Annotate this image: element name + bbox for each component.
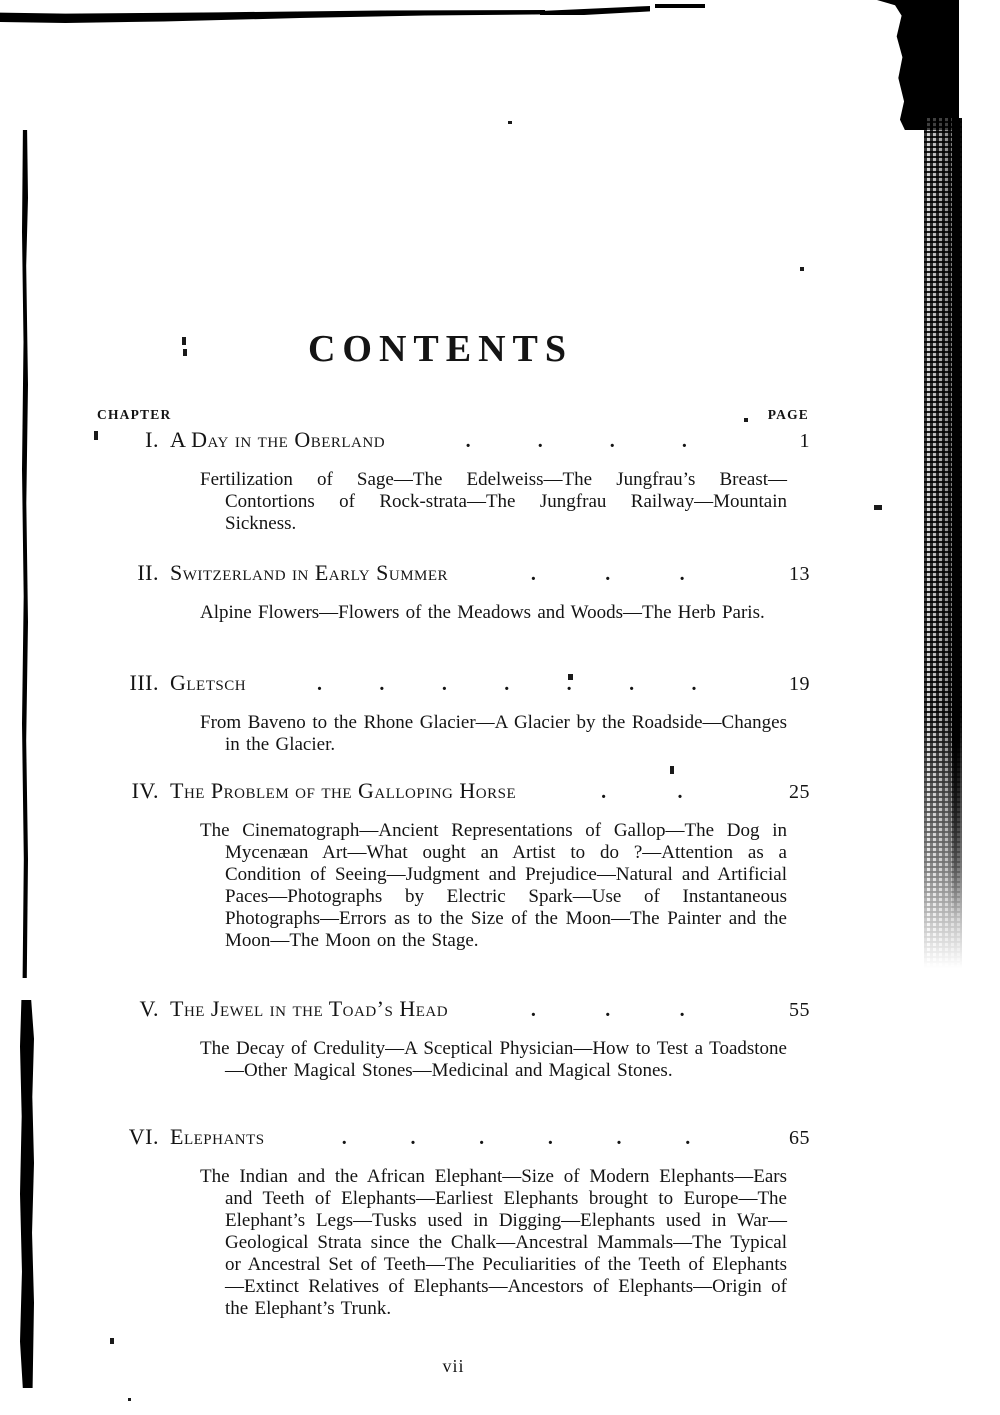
toc-entry [97,669,810,756]
toc-entry-heading [97,1123,810,1152]
toc-entry [97,559,810,624]
scan-artifact-top-bar [0,10,545,23]
toc-entry-heading [97,426,810,455]
scan-artifact-top-bar-segment [540,6,650,15]
chapter-title: Gletsch [170,670,247,695]
chapter-description: The Cinematograph—Ancient Representations of Gallop—The Dog in Mycenæan Art—What ought an Artist to do ?—Attention as a Condition of Seeing—Judgment and Prejudice—Natural and Artificial Paces—Photographs by Electric Spark—Use of Instantaneous Photographs—Errors as to the Size of the Moon—The Painter and the Moon—The Moon on the Stage. [200,820,787,951]
toc-entry-heading [97,995,810,1024]
toc-entry-heading [97,669,810,698]
page-number: 25 [789,781,810,803]
dot-leader: . . . . [465,430,688,452]
page-title: CONTENTS [307,328,574,370]
toc-entry [97,995,810,1082]
column-header-page: PAGE [767,407,809,422]
scan-artifact-left-line-thin [22,130,28,978]
toc-entry [97,1123,810,1320]
chapter-numeral: II. [137,560,159,585]
chapter-title: A Day in the Oberland [170,427,386,452]
scan-artifact-speck [128,1398,131,1401]
page-number: 13 [789,563,810,585]
page-number: 65 [789,1127,810,1149]
chapter-title: The Problem of the Galloping Horse [170,778,517,803]
scan-artifact-speck [110,1338,114,1344]
chapter-numeral: I. [145,427,159,452]
chapter-description: The Decay of Credulity—A Sceptical Physician—How to Test a Toadstone—Other Magical Stones—Medicinal and Magical Stones. [200,1038,787,1081]
scan-artifact-speck [874,505,882,510]
toc-entry-heading [97,777,810,806]
chapter-numeral: VI. [128,1124,159,1149]
chapter-title: Elephants [170,1124,265,1149]
toc-entry [97,426,810,535]
scan-artifact-left-line-thick [20,1000,34,1388]
scan-artifact-speck [508,121,512,124]
chapter-numeral: IV. [131,778,159,803]
chapter-title: The Jewel in the Toad’s Head [170,996,449,1021]
dot-leader: . . . . . . [341,1127,691,1149]
page-number: 55 [789,999,810,1021]
toc-entry-heading [97,559,810,588]
page-number: 1 [799,430,810,452]
scan-artifact-top-dash [655,4,705,8]
dot-leader: . . . . . . . [316,673,698,695]
scan-artifact-corner-blob [877,0,959,130]
scan-artifact-speck [800,267,804,271]
column-header-chapter: CHAPTER [97,407,172,422]
column-header-row [97,407,809,423]
footer-page-number: vii [442,1356,465,1376]
chapter-description: From Baveno to the Rhone Glacier—A Glacier by the Roadside—Changes in the Glacier. [200,712,787,755]
dot-leader: . . . [530,563,686,585]
scan-artifact-right-edge-line [952,118,960,918]
chapter-description: Alpine Flowers—Flowers of the Meadows and Woods—The Herb Paris. [200,602,765,623]
page-number: 19 [789,673,810,695]
chapter-numeral: V. [139,996,159,1021]
chapter-numeral: III. [129,670,159,695]
dot-leader: . . . [530,999,686,1021]
dot-leader: . . [601,781,684,803]
toc-entry [97,777,810,952]
scan-artifact-speck [670,766,674,774]
chapter-description: The Indian and the African Elephant—Size of Modern Elephants—Ears and Teeth of Elephants—Earliest Elephants brought to Europe—The Elephant’s Legs—Tusks used in Digging—Elephants used in War—Geological Strata since the Chalk—Ancestral Mammals—The Typical or Ancestral Set of Teeth—The Peculiarities of the Teeth of Elephants—Extinct Relatives of Elephants—Ancestors of Elephants—Origin of the Elephant’s Trunk. [200,1166,787,1319]
chapter-description: Fertilization of Sage—The Edelweiss—The Jungfrau’s Breast—Contortions of Rock-strata—The Jungfrau Railway—Mountain Sickness. [200,469,787,534]
chapter-title: Switzerland in Early Summer [170,560,449,585]
